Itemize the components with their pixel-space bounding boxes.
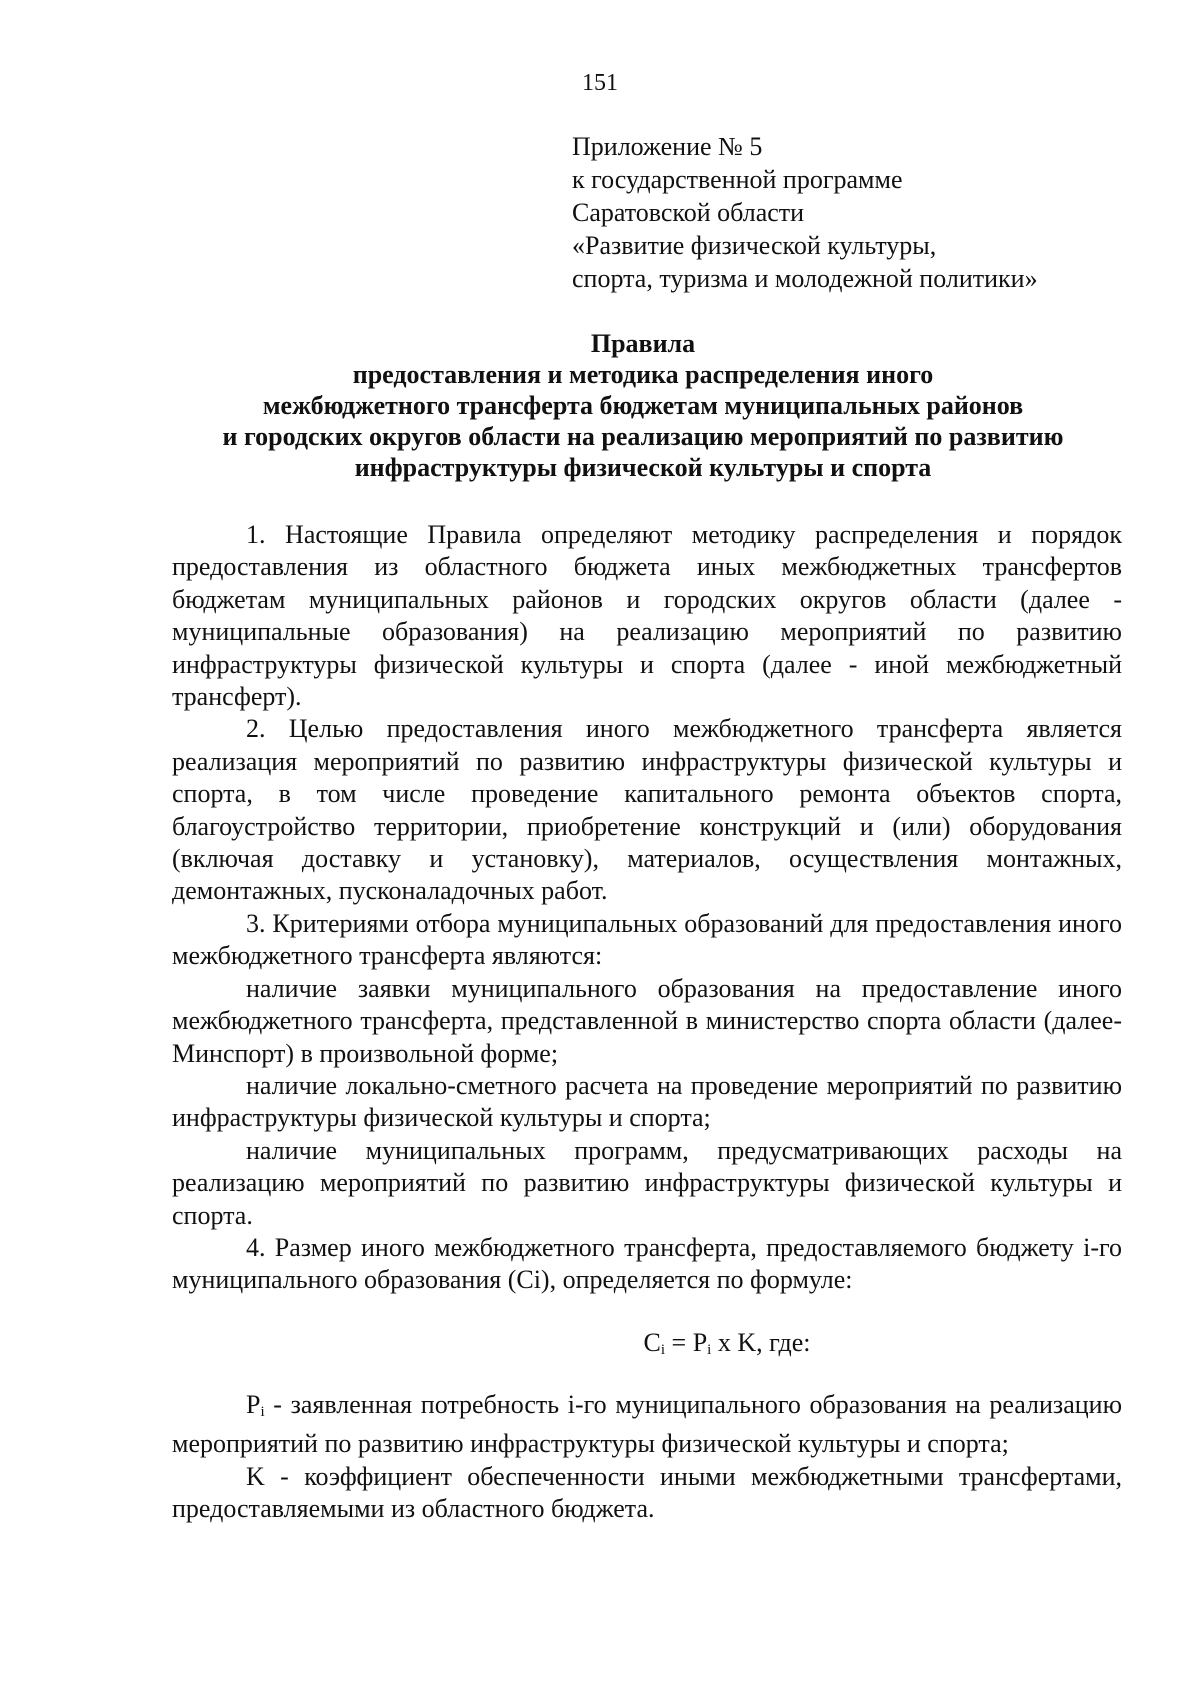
- formula-p: P: [692, 1327, 708, 1357]
- page-number: 151: [582, 70, 618, 96]
- formula-equals: =: [665, 1327, 693, 1357]
- definition-k: [172, 1461, 1122, 1526]
- criterion-1: наличие заявки муниципального образования на предоставление иного межбюджетного трансферта, представленной в министерство спорта области (далее-Минспорт) в произвольной форме;: [172, 973, 1122, 1068]
- title-line: инфраструктуры физической культуры и спорта: [354, 453, 932, 482]
- definition-symbol: K: [246, 1461, 265, 1491]
- criterion-2: наличие локально-сметного расчета на проведение мероприятий по развитию инфраструктуры физической культуры и спорта;: [172, 1070, 1122, 1133]
- appendix-line: к государственной программе: [572, 165, 903, 194]
- paragraph-2: 2. Целью предоставления иного межбюджетного трансферта является реализация мероприятий по развитию инфраструктуры физической культуры и спорта, в том числе проведение капитального ремонта объектов спорта, благоустройство территории, приобретение конструкций и (или) оборудования (включая доставку и установку), материалов, осуществления монтажных, демонтажных, пусконаладочных работ.: [172, 714, 1122, 906]
- appendix-line: Приложение № 5: [572, 132, 763, 161]
- definition-subscript: i: [260, 1403, 265, 1420]
- appendix-line: спорта, туризма и молодежной политики»: [572, 264, 1038, 293]
- title-line: межбюджетного трансферта бюджетам муниципальных районов: [262, 391, 1024, 420]
- formula-rest: х K, где:: [711, 1327, 811, 1357]
- definition-p: [172, 1389, 1122, 1461]
- definition-symbol: P: [246, 1389, 261, 1419]
- formula: [172, 1323, 1122, 1363]
- formula-p-subscript: i: [707, 1341, 712, 1358]
- title-line: и городских округов области на реализацию мероприятий по развитию: [222, 422, 1064, 451]
- paragraph-4: 4. Размер иного межбюджетного трансферта, предоставляемого бюджету i-го муниципального образования (Ci), определяется по формуле:: [172, 1232, 1122, 1295]
- definition-text: - заявленная потребность i-го муниципального образования на реализацию мероприятий по развитию инфраструктуры физической культуры и спорта;: [172, 1389, 1122, 1459]
- title-line: предоставления и методика распределения иного: [352, 360, 934, 389]
- formula-c: C: [643, 1327, 661, 1357]
- appendix-line: Саратовской области: [572, 198, 805, 227]
- document-title: [160, 328, 1126, 483]
- paragraph-1: 1. Настоящие Правила определяют методику распределения и порядок предоставления из областного бюджета иных межбюджетных трансфертов бюджетам муниципальных районов и городских округов области (далее - муниципальные образования) на реализацию мероприятий по развитию инфраструктуры физической культуры и спорта (далее - иной межбюджетный трансферт).: [172, 520, 1122, 712]
- paragraph-3: 3. Критериями отбора муниципальных образований для предоставления иного межбюджетного трансферта являются:: [172, 908, 1122, 971]
- appendix-line: «Развитие физической культуры,: [572, 231, 937, 260]
- title-line: Правила: [590, 329, 696, 358]
- definition-text: - коэффициент обеспеченности иными межбюджетными трансфертами, предоставляемыми из областного бюджета.: [172, 1461, 1122, 1523]
- appendix-header: [572, 130, 1132, 295]
- document-body: [172, 519, 1122, 1525]
- criterion-3: наличие муниципальных программ, предусматривающих расходы на реализацию мероприятий по развитию инфраструктуры физической культуры и спорта.: [172, 1135, 1122, 1230]
- formula-c-subscript: i: [660, 1341, 666, 1358]
